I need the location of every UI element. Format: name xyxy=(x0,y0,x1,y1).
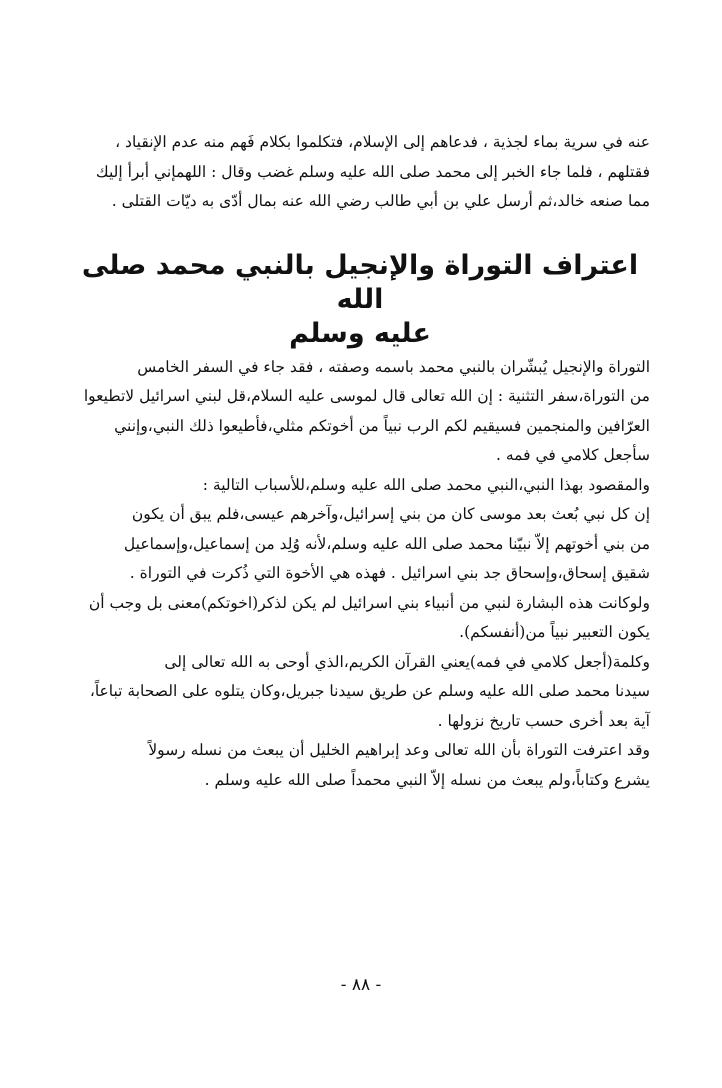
section-body xyxy=(70,353,650,796)
paragraph-torah-gospel: التوراة والإنجيل يُبشّران بالنبي محمد باسمه وصفته ، فقد جاء في السفر الخامس من التوراة،سفر التثنية : إن الله تعالى قال لموسى عليه السلام،قل لبني اسرائيل لاتطيعوا العرّافين والمنجمين فسيقيم لكم الرب نبياً من أخوتكم مثلي،فأطيعوا ذلك النبي،وإنني سأجعل كلامي في فمه . xyxy=(83,357,650,464)
paragraph-ibrahim: وقد اعترفت التوراة بأن الله تعالى وعد إبراهيم الخليل أن يبعث من نسله رسولاً يشرع وكتاباً،ولم يبعث من نسله إلاّ النبي محمداً صلى الله عليه وسلم . xyxy=(148,741,650,789)
page-number: - ٨٨ - xyxy=(340,975,382,995)
paragraph-quran: وكلمة(أجعل كلامي في فمه)يعني القرآن الكريم،الذي أوحى به الله تعالى إلى سيدنا محمد صلى الله عليه وسلم عن طريق سيدنا جبريل،وكان يتلوه على الصحابة تباعاً، آية بعد أخرى حسب تاريخ نزولها . xyxy=(89,652,650,730)
section-heading: اعتراف التوراة والإنجيل بالنبي محمد صلى الله عليه وسلم xyxy=(81,249,639,349)
page-content xyxy=(70,128,650,795)
intro-paragraph: عنه في سرية بماء لجذية ، فدعاهم إلى الإسلام، فتكلموا بكلام فَهم منه عدم الإنقياد ، فقتلهم ، فلما جاء الخبر إلى محمد صلى الله عليه وسلم غضب وقال : اللهمإني أبرأ إليك مما صنعه خالد،ثم أرسل علي بن أبي طالب رضي الله عنه بمال أدّى به ديّات القتلى . xyxy=(95,133,650,210)
paragraph-reasons: والمقصود بهذا النبي،النبي محمد صلى الله عليه وسلم،للأسباب التالية : إن كل نبي بُعث بعد موسى كان من بني إسرائيل،وآخرهم عيسى،فلم يبق أن يكون من بني أخوتهم إلاّ نبيّنا محمد صلى الله عليه وسلم،لأنه وُلِد من إسماعيل،وإسماعيل شقيق إسحاق،وإسحاق جد بني اسرائيل . فهذه هي الأخوة التي ذُكرت في التوراة . ولوكانت هذه البشارة لنبي من أنبياء بني اسرائيل لم يكن لذكر(اخوتكم)معنى بل وجب أن يكون التعبير نبياً من(أنفسكم). xyxy=(88,475,650,641)
